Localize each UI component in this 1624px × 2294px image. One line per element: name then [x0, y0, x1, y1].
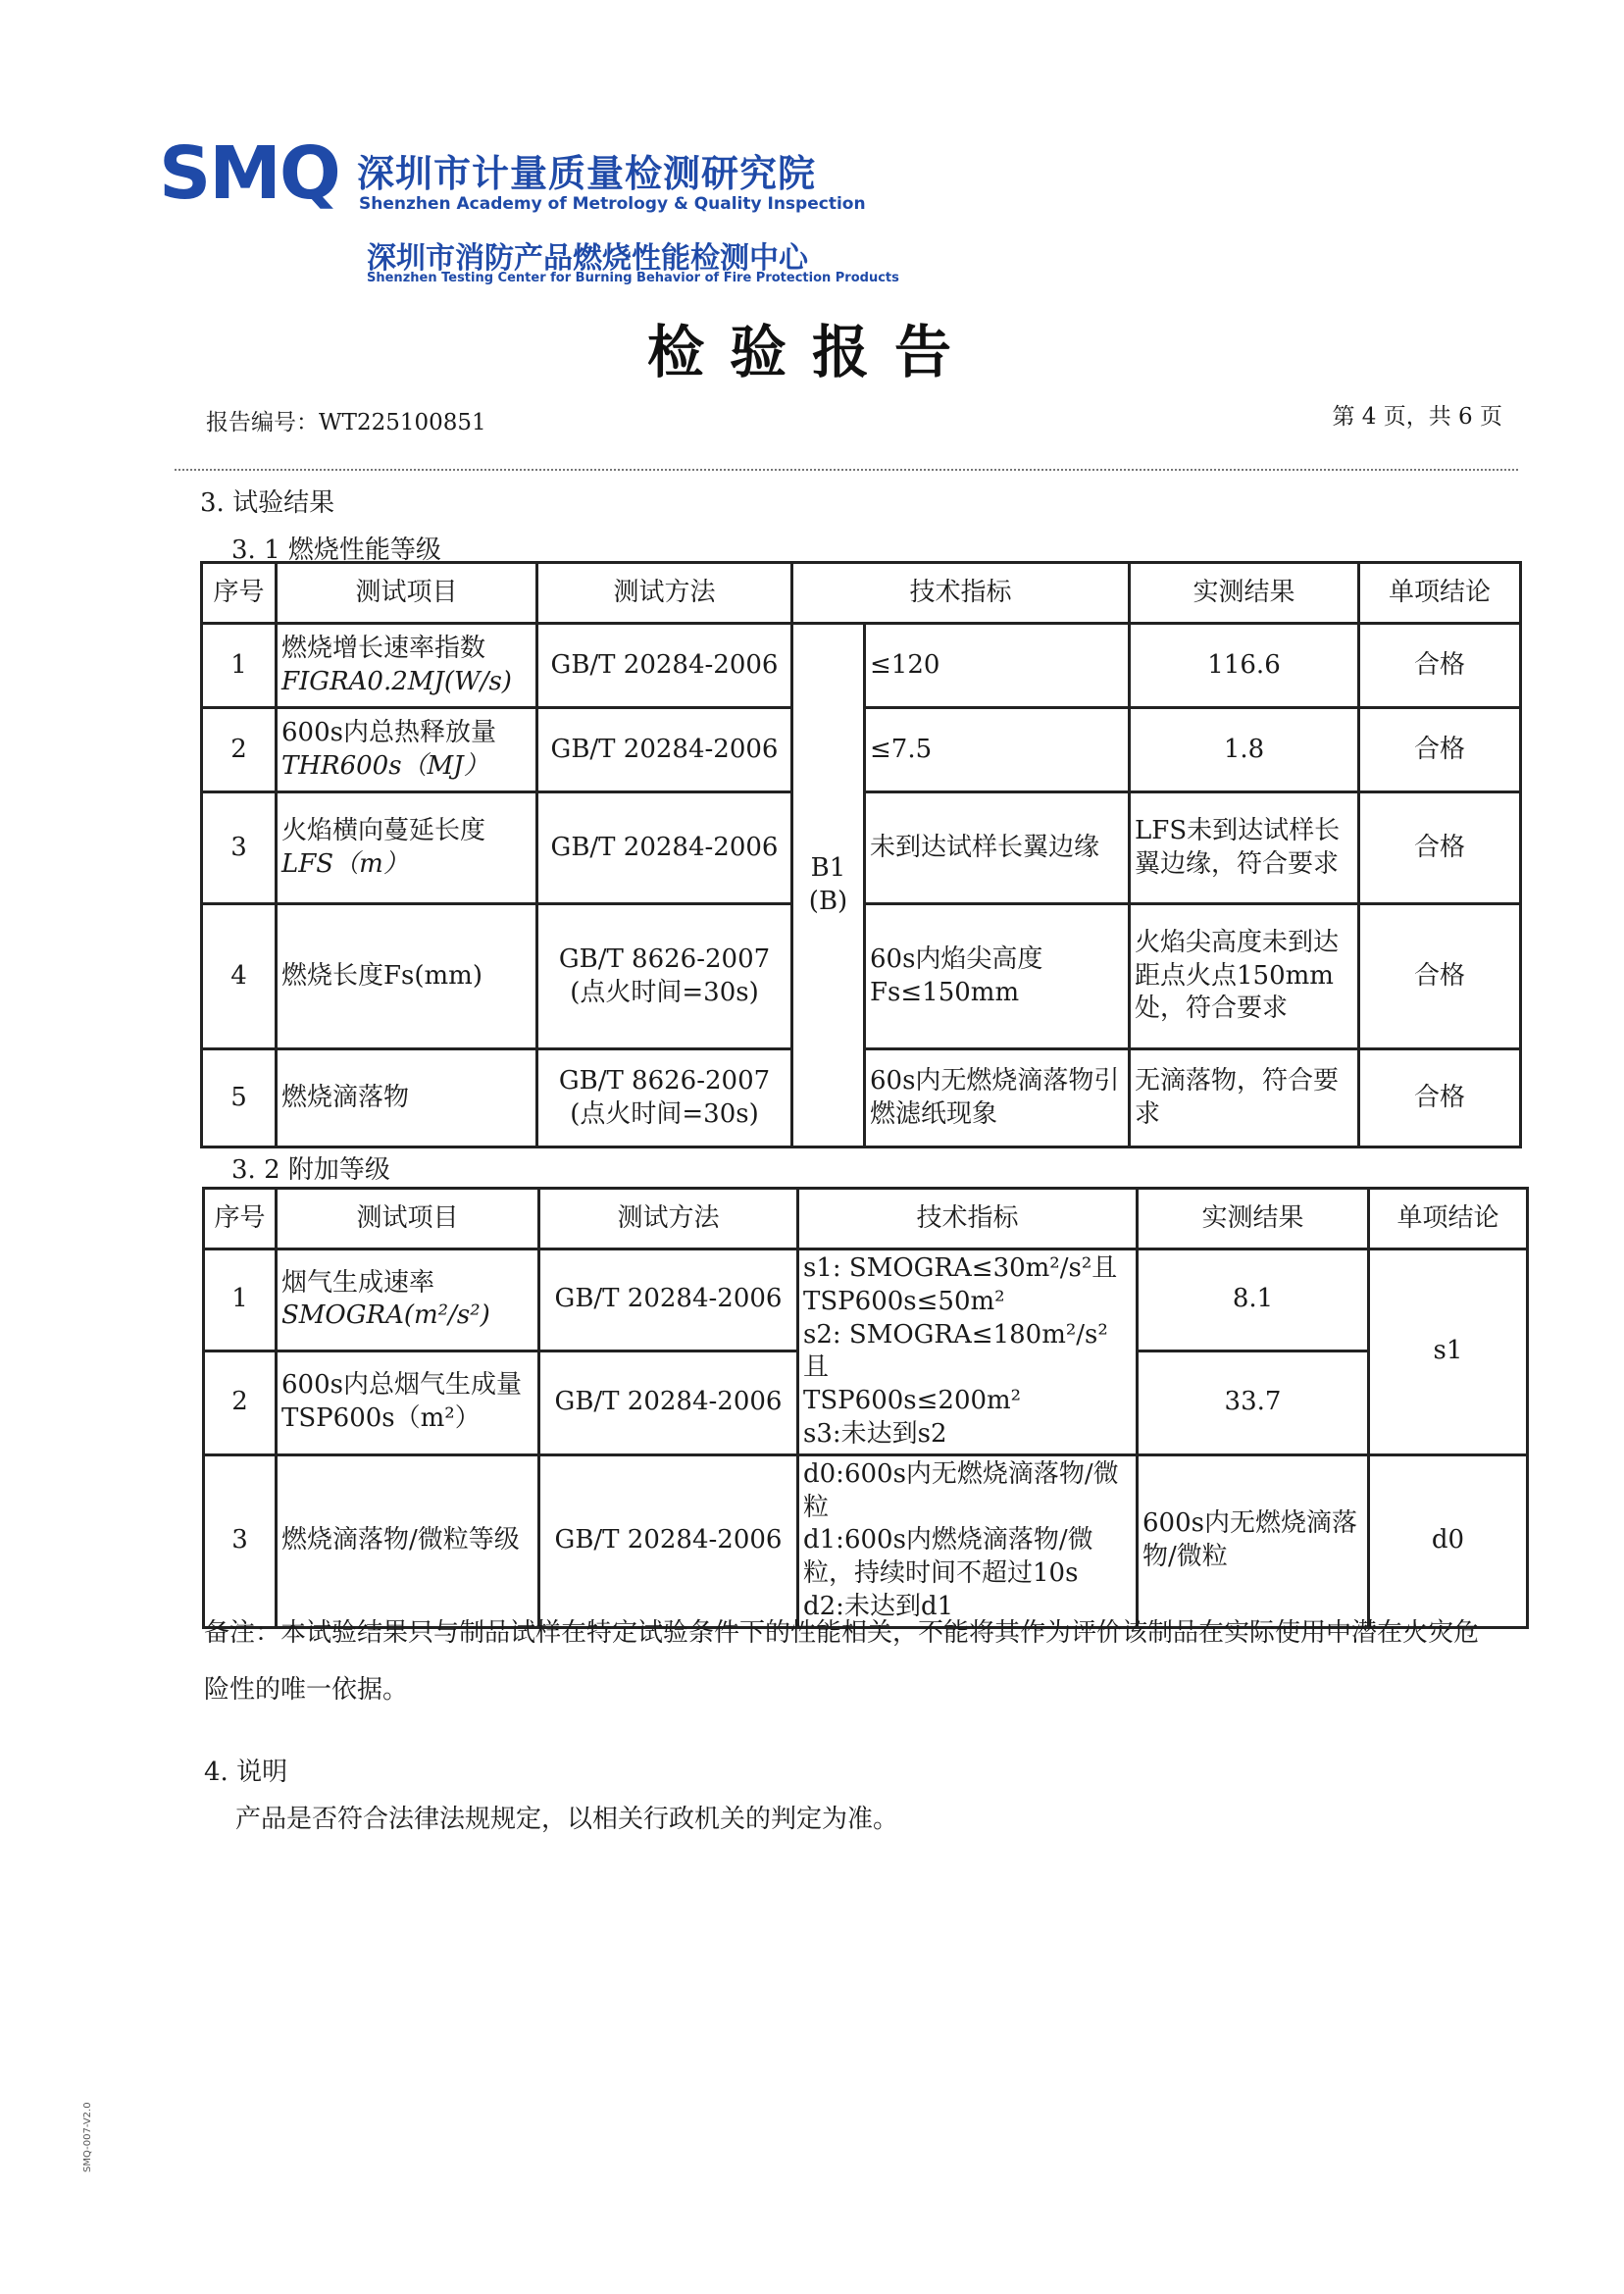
- row-number: 3: [202, 792, 277, 904]
- page-indicator: 第 4 页，共 6 页: [1332, 404, 1502, 430]
- row-number: 2: [204, 1351, 277, 1454]
- testing-center-name-en: Shenzhen Testing Center for Burning Behavior of Fire Protection Products: [367, 271, 899, 285]
- table-row: [202, 624, 1521, 708]
- section-3-title: 3. 试验结果: [200, 488, 335, 518]
- measured-result: 600s内无燃烧滴落物/微粒: [1138, 1454, 1369, 1627]
- conclusion: 合格: [1359, 1049, 1521, 1147]
- form-code: SMQ-007-V2.0: [82, 2102, 93, 2172]
- test-item: 600s内总烟气生成量TSP600s（m²）: [277, 1351, 539, 1454]
- header-divider: [175, 469, 1518, 471]
- item-symbol: FIGRA0.2MJ(W/s): [281, 666, 512, 696]
- header-cell: 测试项目: [277, 1189, 539, 1249]
- class-cell: [792, 624, 865, 1147]
- item-symbol: THR600s（MJ）: [281, 750, 489, 781]
- remarks-note: 备注：本试验结果只与制品试样在特定试验条件下的性能相关，不能将其作为评价该制品在实际使用中潜在火灾危险性的唯一依据。: [204, 1618, 1480, 1705]
- spec-value: ≤120: [865, 624, 1130, 708]
- method-condition: (点火时间=30s): [570, 977, 759, 1007]
- test-item: 燃烧长度Fs(mm): [277, 904, 537, 1049]
- test-item: [277, 1249, 539, 1351]
- measured-result: LFS未到达试样长翼边缘，符合要求: [1130, 792, 1359, 904]
- conclusion: d0: [1369, 1454, 1528, 1627]
- measured-result: 8.1: [1138, 1249, 1369, 1351]
- header-cell: 测试方法: [537, 563, 792, 624]
- section-4-text: 产品是否符合法律法规规定，以相关行政机关的判定为准。: [235, 1805, 899, 1834]
- test-method: GB/T 20284-2006: [539, 1351, 798, 1454]
- header-cell: 技术指标: [798, 1189, 1138, 1249]
- section-4-title: 4. 说明: [204, 1758, 288, 1787]
- test-item: [277, 624, 537, 708]
- spec-line: TSP600s≤50m²: [803, 1286, 1005, 1316]
- row-number: 5: [202, 1049, 277, 1147]
- document-title: 检验报告: [646, 319, 977, 385]
- test-method: [537, 904, 792, 1049]
- spec-value: 60s内无燃烧滴落物引燃滤纸现象: [865, 1049, 1130, 1147]
- spec-line: s2: SMOGRA≤180m²/s²且: [803, 1319, 1108, 1383]
- row-number: 2: [202, 708, 277, 792]
- method-condition: (点火时间=30s): [570, 1098, 759, 1129]
- test-method: GB/T 20284-2006: [539, 1249, 798, 1351]
- table-header-row: [204, 1189, 1528, 1249]
- burning-performance-table: [200, 561, 1522, 1148]
- header-cell: 测试方法: [539, 1189, 798, 1249]
- test-method: GB/T 20284-2006: [537, 792, 792, 904]
- test-item: 燃烧滴落物: [277, 1049, 537, 1147]
- test-item: [277, 708, 537, 792]
- test-method: GB/T 20284-2006: [539, 1454, 798, 1627]
- spec-line: TSP600s≤200m²: [803, 1386, 1022, 1416]
- measured-result: 33.7: [1138, 1351, 1369, 1454]
- measured-result: 无滴落物，符合要求: [1130, 1049, 1359, 1147]
- header-cell: 测试项目: [277, 563, 537, 624]
- spec-value: ≤7.5: [865, 708, 1130, 792]
- smoke-spec: [798, 1249, 1138, 1455]
- test-item: 燃烧滴落物/微粒等级: [277, 1454, 539, 1627]
- organization-name-en: Shenzhen Academy of Metrology & Quality Inspection: [359, 194, 866, 214]
- measured-result: 1.8: [1130, 708, 1359, 792]
- header-cell: 实测结果: [1130, 563, 1359, 624]
- conclusion: 合格: [1359, 904, 1521, 1049]
- item-name: 烟气生成速率: [281, 1267, 435, 1298]
- section-3-2-title: 3. 2 附加等级: [231, 1155, 390, 1185]
- spec-line: s3:未达到s2: [803, 1418, 947, 1449]
- header-cell: 技术指标: [792, 563, 1130, 624]
- item-symbol: SMOGRA(m²/s²): [281, 1300, 490, 1331]
- measured-result: 火焰尖高度未到达距点火点150mm处，符合要求: [1130, 904, 1359, 1049]
- header-cell: 序号: [202, 563, 277, 624]
- row-number: 1: [202, 624, 277, 708]
- item-symbol: LFS（m）: [281, 848, 409, 879]
- additional-classification-table: [202, 1187, 1529, 1629]
- smq-logo: SMQ: [159, 131, 339, 216]
- test-method: GB/T 20284-2006: [537, 708, 792, 792]
- method-standard: GB/T 8626-2007: [558, 1065, 771, 1096]
- testing-center-name-cn: 深圳市消防产品燃烧性能检测中心: [367, 241, 808, 276]
- conclusion: 合格: [1359, 792, 1521, 904]
- header-cell: 单项结论: [1369, 1189, 1528, 1249]
- item-name: 火焰横向蔓延长度: [281, 815, 486, 845]
- spec-line: d2:未达到d1: [803, 1591, 954, 1621]
- header-cell: 单项结论: [1359, 563, 1521, 624]
- conclusion: 合格: [1359, 708, 1521, 792]
- row-number: 1: [204, 1249, 277, 1351]
- organization-name-cn: 深圳市计量质量检测研究院: [357, 152, 817, 195]
- row-number: 3: [204, 1454, 277, 1627]
- header-cell: 序号: [204, 1189, 277, 1249]
- spec-value: 60s内焰尖高度Fs≤150mm: [865, 904, 1130, 1049]
- section-3-1-title: 3. 1 燃烧性能等级: [231, 535, 441, 565]
- class-main: B1: [810, 852, 846, 883]
- report-number: 报告编号：WT225100851: [206, 410, 486, 435]
- test-method: GB/T 20284-2006: [537, 624, 792, 708]
- class-sub: (B): [808, 886, 848, 916]
- spec-value: 未到达试样长翼边缘: [865, 792, 1130, 904]
- spec-line: s1: SMOGRA≤30m²/s²且: [803, 1253, 1118, 1283]
- drop-spec: [798, 1454, 1138, 1627]
- table-row: [204, 1249, 1528, 1351]
- table-row: [204, 1454, 1528, 1627]
- method-standard: GB/T 8626-2007: [558, 943, 771, 974]
- item-name: 燃烧增长速率指数: [281, 633, 486, 663]
- test-item: [277, 792, 537, 904]
- measured-result: 116.6: [1130, 624, 1359, 708]
- conclusion: 合格: [1359, 624, 1521, 708]
- test-method: [537, 1049, 792, 1147]
- conclusion: s1: [1369, 1249, 1528, 1455]
- spec-line: d1:600s内燃烧滴落物/微粒，持续时间不超过10s: [803, 1525, 1093, 1589]
- header-cell: 实测结果: [1138, 1189, 1369, 1249]
- row-number: 4: [202, 904, 277, 1049]
- table-header-row: [202, 563, 1521, 624]
- spec-line: d0:600s内无燃烧滴落物/微粒: [803, 1458, 1119, 1522]
- item-name: 600s内总热释放量: [281, 717, 496, 747]
